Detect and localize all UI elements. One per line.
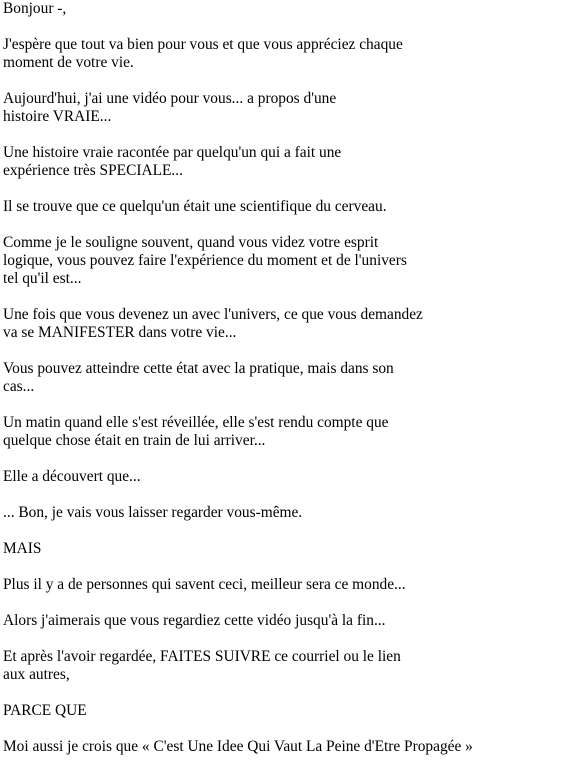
greeting: Bonjour -,: [3, 0, 67, 17]
paragraph-practice: Vous pouvez atteindre cette état avec la pratique, mais dans son cas...: [3, 360, 394, 395]
paragraph-brain-scientist: Il se trouve que ce quelqu'un était une scientifique du cerveau.: [3, 198, 387, 215]
paragraph-discovered: Elle a découvert que...: [3, 468, 141, 485]
paragraph-closing-quote: Moi aussi je crois que « C'est Une Idee Qui Vaut La Peine d'Etre Propagée »: [3, 738, 473, 755]
paragraph-more-people: Plus il y a de personnes qui savent ceci, meilleur sera ce monde...: [3, 576, 406, 593]
paragraph-wellbeing: J'espère que tout va bien pour vous et que vous appréciez chaque moment de votre vie.: [3, 36, 403, 71]
paragraph-parce-que: PARCE QUE: [3, 702, 87, 719]
paragraph-empty-mind: Comme je le souligne souvent, quand vous videz votre esprit logique, vous pouvez faire l'expérience du moment et de l'univers tel qu'il est...: [3, 234, 407, 287]
paragraph-manifest: Une fois que vous devenez un avec l'univers, ce que vous demandez va se MANIFESTER dans votre vie...: [3, 306, 423, 341]
paragraph-morning: Un matin quand elle s'est réveillée, elle s'est rendu compte que quelque chose était en train de lui arriver...: [3, 414, 389, 449]
paragraph-mais: MAIS: [3, 540, 42, 557]
paragraph-video-intro: Aujourd'hui, j'ai une vidéo pour vous... a propos d'une histoire VRAIE...: [3, 90, 337, 125]
paragraph-true-story: Une histoire vraie racontée par quelqu'un qui a fait une expérience très SPECIALE...: [3, 144, 342, 179]
paragraph-watch-yourself: ... Bon, je vais vous laisser regarder vous-même.: [3, 504, 303, 521]
paragraph-forward: Et après l'avoir regardée, FAITES SUIVRE ce courriel ou le lien aux autres,: [3, 648, 401, 683]
paragraph-watch-to-end: Alors j'aimerais que vous regardiez cette vidéo jusqu'à la fin...: [3, 612, 386, 629]
email-body: [3, 0, 573, 756]
